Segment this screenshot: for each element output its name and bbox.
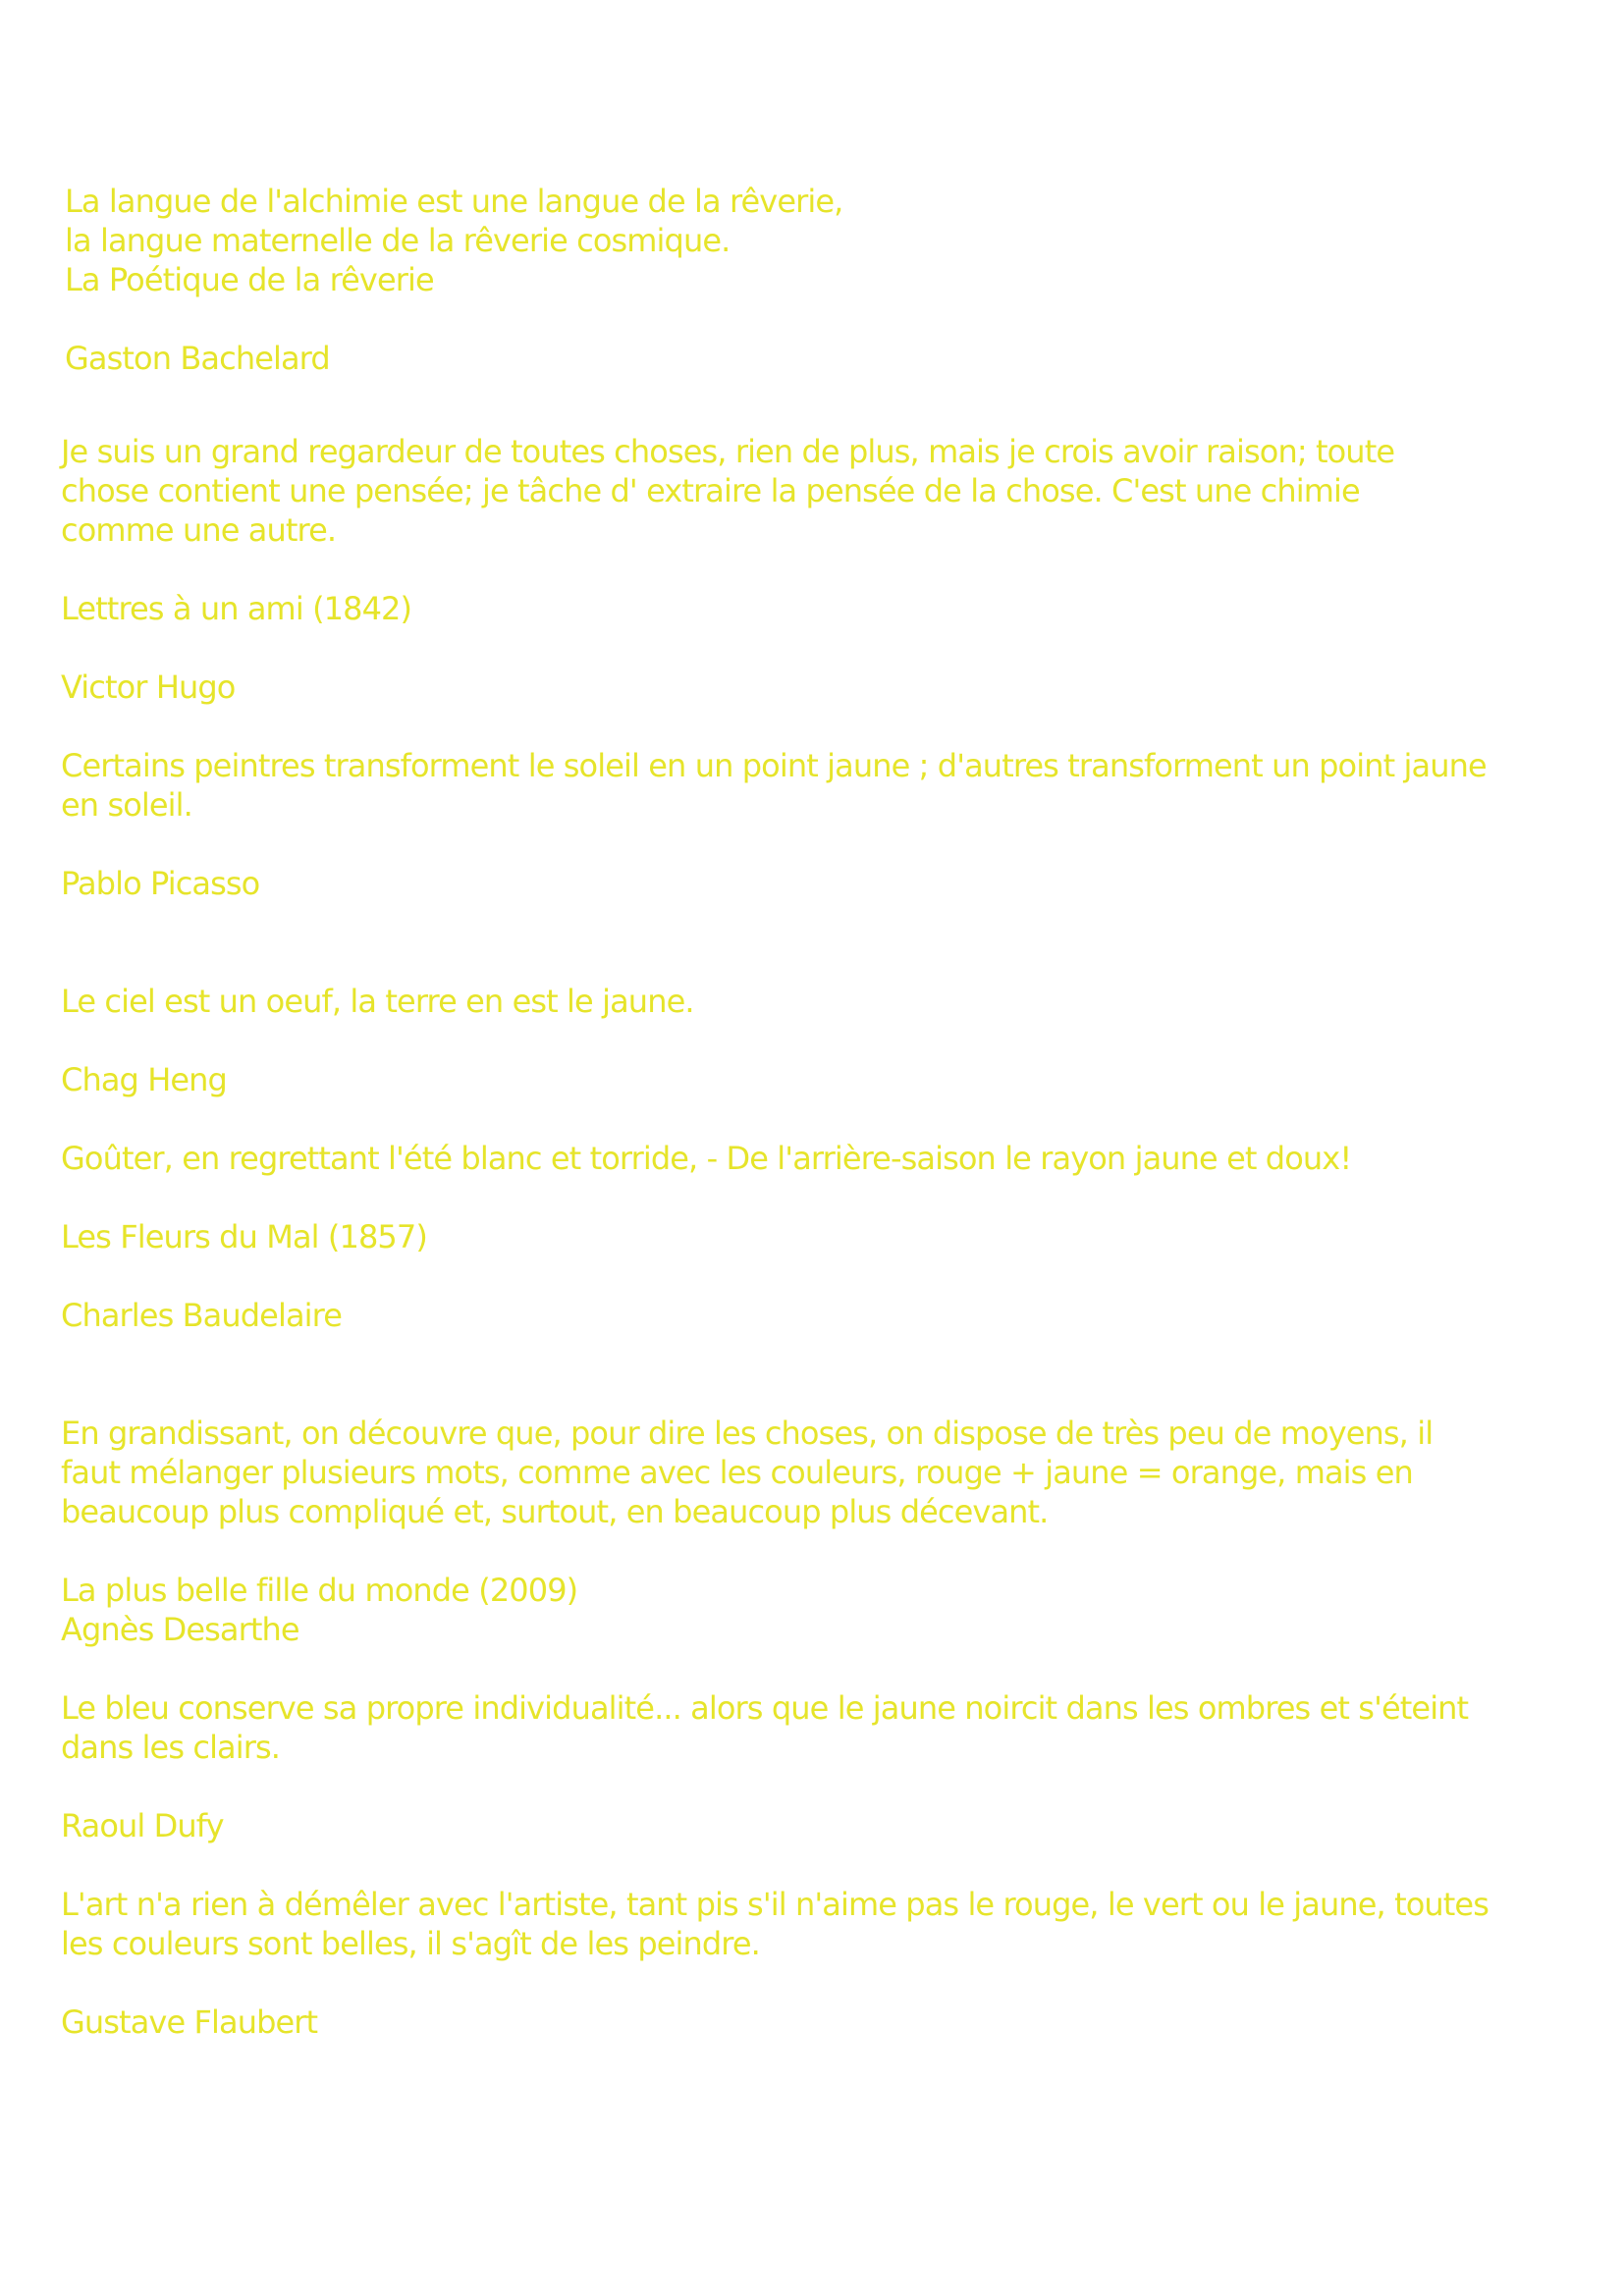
quote-desarthe-line-3: beaucoup plus compliqué et, surtout, en beaucoup plus décevant. bbox=[61, 1493, 1049, 1530]
quote-picasso-author: Pablo Picasso bbox=[61, 865, 260, 902]
quote-baudelaire-source: Les Fleurs du Mal (1857) bbox=[61, 1218, 427, 1255]
quote-dufy-author: Raoul Dufy bbox=[61, 1807, 224, 1844]
quote-bachelard-source: La Poétique de la rêverie bbox=[65, 261, 434, 298]
quote-bachelard-author: Gaston Bachelard bbox=[65, 340, 330, 377]
quote-flaubert-author: Gustave Flaubert bbox=[61, 2003, 318, 2041]
quote-flaubert-line-1: L'art n'a rien à démêler avec l'artiste, tant pis s'il n'aime pas le rouge, le vert ou le jaune, toutes bbox=[61, 1886, 1489, 1923]
quote-baudelaire-line-1: Goûter, en regrettant l'été blanc et torride, - De l'arrière-saison le rayon jaune et doux! bbox=[61, 1140, 1352, 1177]
quote-dufy-line-2: dans les clairs. bbox=[61, 1729, 281, 1766]
quote-baudelaire-author: Charles Baudelaire bbox=[61, 1297, 342, 1334]
quote-heng-author: Chag Heng bbox=[61, 1061, 227, 1098]
quote-flaubert-line-2: les couleurs sont belles, il s'agît de les peindre. bbox=[61, 1925, 760, 1962]
quote-hugo-line-3: comme une autre. bbox=[61, 511, 337, 549]
quote-bachelard-line-2: la langue maternelle de la rêverie cosmique. bbox=[65, 222, 731, 259]
quote-desarthe-author: Agnès Desarthe bbox=[61, 1611, 299, 1648]
quote-hugo-author: Victor Hugo bbox=[61, 668, 236, 706]
quote-hugo-line-2: chose contient une pensée; je tâche d' extraire la pensée de la chose. C'est une chimie bbox=[61, 472, 1360, 509]
quote-desarthe-line-1: En grandissant, on découvre que, pour dire les choses, on dispose de très peu de moyens, il bbox=[61, 1415, 1434, 1452]
quote-dufy-line-1: Le bleu conserve sa propre individualité... alors que le jaune noircit dans les ombres et s'éteint bbox=[61, 1689, 1469, 1727]
quote-desarthe-source: La plus belle fille du monde (2009) bbox=[61, 1572, 578, 1609]
quote-picasso-line-2: en soleil. bbox=[61, 786, 192, 824]
quote-hugo-source: Lettres à un ami (1842) bbox=[61, 590, 412, 627]
quote-heng-line-1: Le ciel est un oeuf, la terre en est le jaune. bbox=[61, 983, 694, 1020]
quote-hugo-line-1: Je suis un grand regardeur de toutes choses, rien de plus, mais je crois avoir raison; toute bbox=[61, 433, 1395, 470]
quote-bachelard-line-1: La langue de l'alchimie est une langue de la rêverie, bbox=[65, 183, 843, 220]
quote-desarthe-line-2: faut mélanger plusieurs mots, comme avec les couleurs, rouge + jaune = orange, mais en bbox=[61, 1454, 1413, 1491]
quote-picasso-line-1: Certains peintres transforment le soleil en un point jaune ; d'autres transforment un point jaune bbox=[61, 747, 1487, 784]
